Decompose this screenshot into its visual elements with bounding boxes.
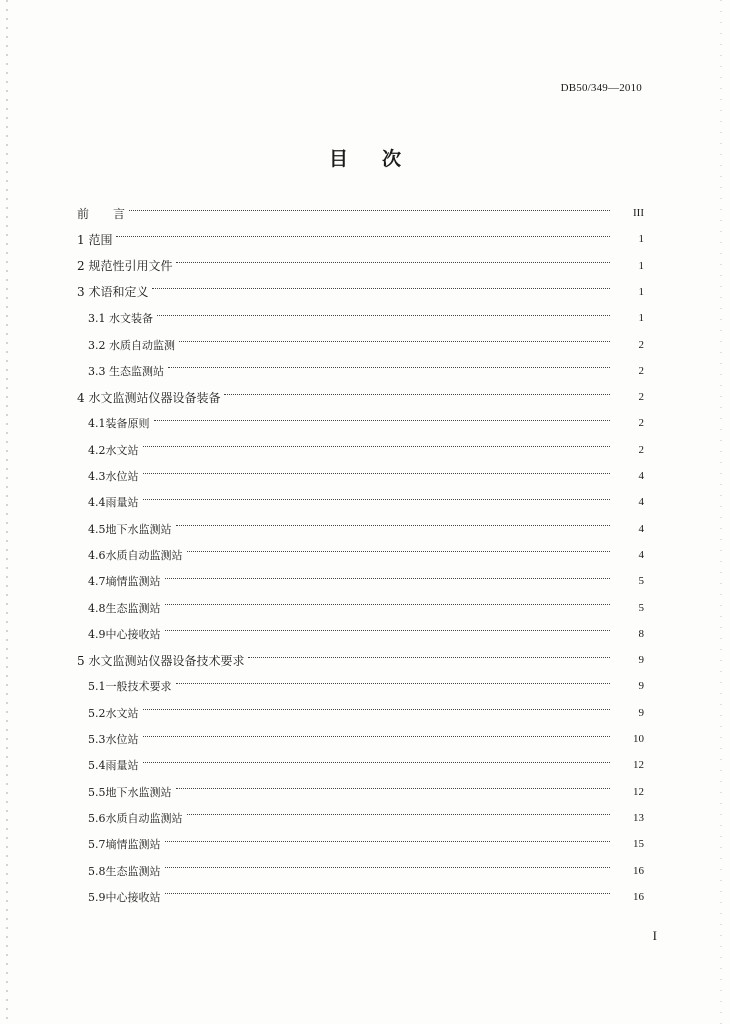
toc-leader-dots xyxy=(176,262,610,263)
toc-entry[interactable] xyxy=(0,858,730,884)
toc-entry[interactable] xyxy=(0,279,730,305)
toc-entry-page: 13 xyxy=(633,811,644,824)
toc-entry-label: 4.2水文站 xyxy=(88,443,139,457)
toc-leader-dots xyxy=(143,709,611,710)
toc-leader-dots xyxy=(152,288,610,289)
toc-entry[interactable] xyxy=(0,700,730,726)
toc-entry-label: 5.2水文站 xyxy=(88,706,139,720)
toc-leader-dots xyxy=(116,236,610,237)
toc-entry[interactable] xyxy=(0,226,730,252)
toc-entry[interactable] xyxy=(0,305,730,331)
toc-entry[interactable] xyxy=(0,884,730,910)
document-code: DB50/349—2010 xyxy=(560,82,642,94)
toc-entry[interactable] xyxy=(0,595,730,621)
toc-entry-page: 1 xyxy=(638,233,644,246)
toc-entry-page: 2 xyxy=(638,391,644,404)
toc-entry[interactable] xyxy=(0,200,730,226)
toc-leader-dots xyxy=(143,473,611,474)
toc-entry-label: 3 术语和定义 xyxy=(77,285,149,300)
toc-entry-page: 12 xyxy=(633,785,644,798)
toc-entry-page: III xyxy=(633,207,644,219)
toc-entry-page: 12 xyxy=(633,759,644,772)
toc-title-char-1: 目 xyxy=(328,148,348,170)
toc-entry[interactable] xyxy=(0,516,730,542)
toc-leader-dots xyxy=(165,578,611,579)
toc-entry[interactable] xyxy=(0,437,730,463)
toc-entry[interactable] xyxy=(0,831,730,857)
toc-entry-label: 4.7墒情监测站 xyxy=(88,575,161,589)
toc-leader-dots xyxy=(143,499,611,500)
toc-leader-dots xyxy=(143,762,611,763)
toc-leader-dots xyxy=(187,551,611,552)
toc-entry-label: 5.4雨量站 xyxy=(88,759,139,773)
toc-leader-dots xyxy=(168,367,610,368)
toc-title-char-2: 次 xyxy=(382,148,402,170)
toc-leader-dots xyxy=(157,315,610,316)
toc-entry-label: 4.3水位站 xyxy=(88,470,139,483)
toc-entry[interactable] xyxy=(0,358,730,384)
toc-entry-label: 3.1 水文装备 xyxy=(88,312,153,326)
toc-entry-page: 16 xyxy=(633,890,644,903)
toc-leader-dots xyxy=(224,394,610,395)
toc-entry[interactable] xyxy=(0,463,730,489)
toc-entry-page: 4 xyxy=(638,522,644,535)
toc-entry-page: 1 xyxy=(638,259,644,272)
toc-leader-dots xyxy=(165,893,611,894)
toc-entry[interactable] xyxy=(0,542,730,568)
toc-entry-page: 5 xyxy=(638,601,644,614)
toc-leader-dots xyxy=(165,604,611,605)
toc-entry-label: 3.2 水质自动监测 xyxy=(88,338,175,352)
page-number: I xyxy=(652,928,657,943)
toc-entry-page: 2 xyxy=(638,364,644,377)
toc-entry[interactable] xyxy=(0,726,730,752)
toc-leader-dots xyxy=(176,683,611,684)
toc-entry-label: 4.6水质自动监测站 xyxy=(88,548,183,562)
toc-entry-label: 5.9中心接收站 xyxy=(88,890,161,904)
toc-entry-page: 4 xyxy=(638,548,644,561)
toc-entry-label: 5.3水位站 xyxy=(88,733,139,746)
toc-entry-page: 8 xyxy=(638,627,644,640)
toc-leader-dots xyxy=(154,420,611,421)
toc-leader-dots xyxy=(187,814,611,815)
toc-entry-label: 4.1装备原则 xyxy=(88,417,150,431)
toc-entry-label: 1 范围 xyxy=(77,232,113,247)
toc-entry-page: 9 xyxy=(638,706,644,719)
toc-leader-dots xyxy=(248,657,610,658)
toc-entry-page: 9 xyxy=(638,680,644,693)
toc-entry-label: 2 规范性引用文件 xyxy=(77,259,173,274)
toc-entry[interactable] xyxy=(0,332,730,358)
toc-entry-label: 4.4雨量站 xyxy=(88,496,139,510)
toc-entry-page: 9 xyxy=(638,654,644,667)
toc-entry[interactable] xyxy=(0,568,730,594)
toc-entry[interactable] xyxy=(0,647,730,673)
toc-leader-dots xyxy=(165,867,611,868)
toc-entry-page: 4 xyxy=(638,496,644,509)
toc-leader-dots xyxy=(165,630,611,631)
toc-entry-page: 1 xyxy=(638,312,644,325)
toc-entry[interactable] xyxy=(0,805,730,831)
toc-entry-page: 16 xyxy=(633,864,644,877)
toc-entry-label: 5.8生态监测站 xyxy=(88,864,161,878)
toc-entry-label: 4.5地下水监测站 xyxy=(88,522,172,536)
toc-entry-label: 5.1一般技术要求 xyxy=(88,680,172,694)
toc-entry-label: 3.3 生态监测站 xyxy=(88,364,164,378)
toc-entry-label: 前 言 xyxy=(77,206,126,221)
toc-leader-dots xyxy=(176,788,611,789)
toc-entry-page: 5 xyxy=(638,575,644,588)
toc-entry[interactable] xyxy=(0,384,730,410)
toc-entry-label: 5.7墒情监测站 xyxy=(88,838,161,852)
toc-leader-dots xyxy=(143,736,611,737)
toc-entry-page: 10 xyxy=(633,733,644,745)
toc-entry[interactable] xyxy=(0,752,730,778)
toc-entry-page: 4 xyxy=(638,470,644,482)
toc-entry[interactable] xyxy=(0,673,730,699)
toc-entry-label: 5.5地下水监测站 xyxy=(88,785,172,799)
toc-leader-dots xyxy=(179,341,610,342)
toc-entry-label: 5.6水质自动监测站 xyxy=(88,811,183,825)
toc-entry-label: 5 水文监测站仪器设备技术要求 xyxy=(77,653,245,668)
toc-entry[interactable] xyxy=(0,253,730,279)
toc-entry[interactable] xyxy=(0,621,730,647)
toc-entry-page: 2 xyxy=(638,338,644,351)
toc-entry-page: 2 xyxy=(638,417,644,430)
toc-entry-label: 4.8生态监测站 xyxy=(88,601,161,615)
toc-leader-dots xyxy=(129,210,610,211)
toc-title xyxy=(0,144,730,171)
toc-entry-page: 2 xyxy=(638,443,644,456)
toc-entry-label: 4 水文监测站仪器设备装备 xyxy=(77,390,221,405)
toc-entry[interactable] xyxy=(0,410,730,436)
toc-entry-label: 4.9中心接收站 xyxy=(88,627,161,641)
toc-leader-dots xyxy=(143,446,611,447)
toc-leader-dots xyxy=(176,525,611,526)
toc-leader-dots xyxy=(165,841,611,842)
toc-entry-page: 1 xyxy=(638,285,644,298)
toc-entry-page: 15 xyxy=(633,838,644,851)
toc-entry[interactable] xyxy=(0,489,730,515)
toc-entry[interactable] xyxy=(0,779,730,805)
